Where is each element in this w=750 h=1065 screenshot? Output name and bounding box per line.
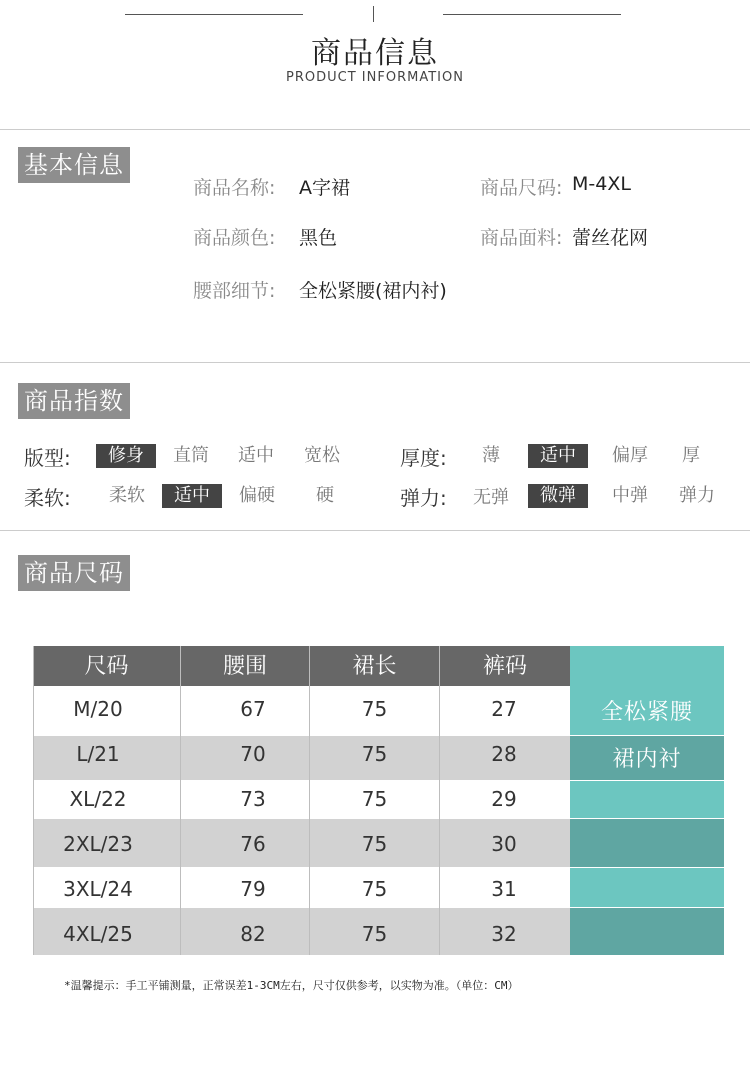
cell-length: 75 — [361, 832, 388, 856]
page-title: 商品信息 — [311, 36, 439, 71]
cell-pants-size: 32 — [491, 922, 517, 946]
softness-key: 柔软: — [24, 486, 71, 510]
elasticity-option: 弹力 — [679, 485, 715, 506]
cell-length: 75 — [361, 877, 388, 901]
fit-option: 宽松 — [304, 445, 340, 466]
teal-band — [570, 781, 724, 818]
cell-waist: 67 — [240, 697, 266, 721]
cell-waist: 70 — [240, 742, 266, 766]
page-subtitle: PRODUCT INFORMATION — [286, 70, 464, 85]
cell-length: 75 — [361, 922, 388, 946]
measurement-footnote: *温馨提示：手工平铺测量，正常误差1-3CM左右，尺寸仅供参考，以实物为准。（单位：CM） — [64, 979, 519, 992]
waist-key: 腰部细节: — [193, 280, 276, 302]
elasticity-key: 弹力: — [400, 486, 447, 510]
table-header-length: 裙长 — [310, 646, 439, 686]
softness-option: 硬 — [316, 485, 334, 506]
cell-length: 75 — [361, 787, 388, 811]
softness-option: 适中 — [162, 484, 222, 508]
fit-key: 版型: — [24, 446, 71, 470]
cell-pants-size: 27 — [491, 697, 517, 721]
cell-pants-size: 31 — [491, 877, 517, 901]
elasticity-option: 无弹 — [473, 487, 509, 508]
fit-option: 适中 — [238, 445, 274, 466]
thickness-option: 薄 — [482, 445, 500, 466]
divider-3 — [0, 530, 750, 531]
fabric-key: 商品面料: — [480, 227, 563, 249]
cell-waist: 73 — [240, 787, 266, 811]
thickness-option: 适中 — [528, 444, 588, 468]
cell-pants-size: 30 — [491, 832, 517, 856]
cell-size: L/21 — [76, 742, 120, 766]
softness-option: 偏硬 — [239, 485, 275, 506]
cell-waist: 82 — [240, 922, 266, 946]
table-header-waist: 腰围 — [181, 646, 309, 686]
header-tick — [373, 6, 374, 22]
teal-band — [570, 908, 724, 955]
cell-waist: 79 — [240, 877, 266, 901]
section-label-index: 商品指数 — [18, 383, 130, 419]
cell-size: 3XL/24 — [63, 877, 133, 901]
thickness-key: 厚度: — [400, 446, 447, 470]
fit-option: 直筒 — [173, 445, 209, 466]
table-header-pants-size: 裤码 — [440, 646, 570, 686]
divider-1 — [0, 129, 750, 130]
fit-option: 修身 — [96, 444, 156, 468]
size-value: M-4XL — [572, 173, 631, 195]
waist-value: 全松紧腰(裙内衬) — [299, 280, 447, 302]
side-note-elastic-waist: 全松紧腰 — [600, 700, 693, 725]
cell-size: 4XL/25 — [63, 922, 133, 946]
fabric-value: 蕾丝花网 — [572, 227, 649, 249]
elasticity-option: 微弹 — [528, 484, 588, 508]
color-key: 商品颜色: — [193, 227, 276, 249]
thickness-option: 偏厚 — [612, 445, 648, 466]
teal-band — [570, 868, 724, 907]
cell-size: 2XL/23 — [63, 832, 133, 856]
side-note-lining: 裙内衬 — [612, 747, 682, 772]
section-label-basic: 基本信息 — [18, 147, 130, 183]
cell-pants-size: 29 — [491, 787, 517, 811]
header-line-left — [125, 14, 303, 15]
size-key: 商品尺码: — [480, 177, 563, 199]
name-key: 商品名称: — [193, 177, 276, 199]
cell-length: 75 — [361, 697, 388, 721]
cell-size: M/20 — [73, 697, 123, 721]
thickness-option: 厚 — [682, 445, 700, 466]
cell-pants-size: 28 — [491, 742, 517, 766]
table-header-size: 尺码 — [33, 646, 180, 686]
color-value: 黑色 — [299, 227, 338, 249]
cell-waist: 76 — [240, 832, 266, 856]
cell-length: 75 — [361, 742, 388, 766]
divider-2 — [0, 362, 750, 363]
name-value: A字裙 — [299, 177, 350, 199]
section-label-sizes: 商品尺码 — [18, 555, 130, 591]
softness-option: 柔软 — [109, 485, 145, 506]
teal-band — [570, 819, 724, 867]
header-line-right — [443, 14, 621, 15]
elasticity-option: 中弹 — [612, 485, 648, 506]
cell-size: XL/22 — [69, 787, 127, 811]
